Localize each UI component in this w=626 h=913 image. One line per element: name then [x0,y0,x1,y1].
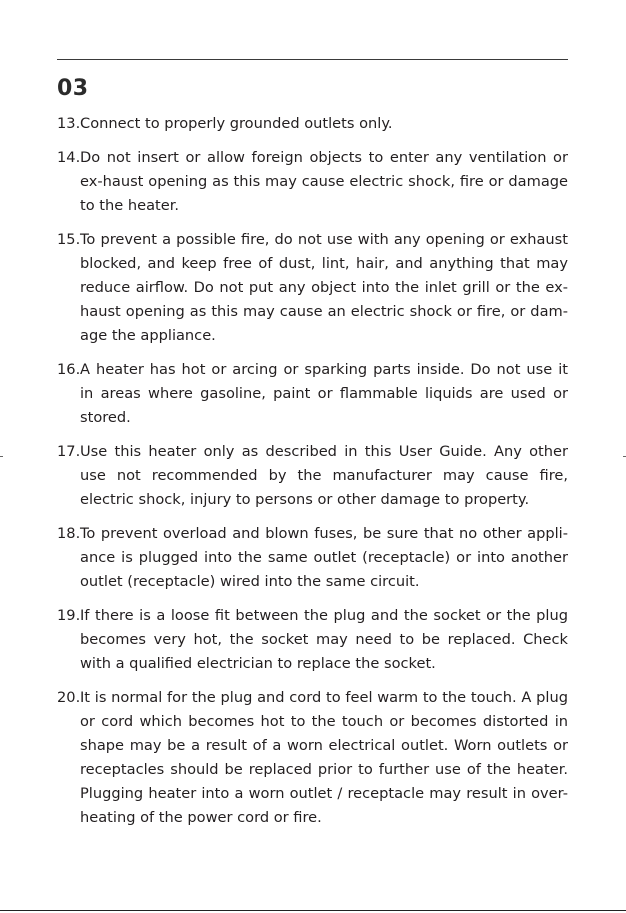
item-text: Do not insert or allow foreign objects to enter any ventilation or ex-haust opening as this may cause electric shock, fire or damage to the heater. [80,149,568,214]
item-number: 13. [57,115,81,132]
item-number: 19. [57,607,81,624]
item-number: 14. [57,149,81,166]
list-item [57,228,568,348]
item-number: 20. [57,689,81,706]
list-item [57,440,568,512]
page-number: 03 [57,76,89,101]
item-text: It is normal for the plug and cord to feel warm to the touch. A plug or cord which becomes hot to the touch or becomes distorted in shape may be a result of a worn electrical outlet. Worn outlets or receptacles should be replaced prior to further use of the heater. Plugging heater into a worn outlet / receptacle may result in over-heating of the power cord or fire. [80,689,568,826]
item-text: To prevent overload and blown fuses, be sure that no other appli-ance is plugged into the same outlet (receptacle) or into another outlet (receptacle) wired into the same circuit. [80,525,568,590]
list-item [57,522,568,594]
header-rule [57,59,568,60]
list-item [57,112,568,136]
list-item [57,686,568,830]
item-number: 17. [57,443,81,460]
item-number: 15. [57,231,81,248]
item-text: Use this heater only as described in this User Guide. Any other use not recommended by the manufacturer may cause fire, electric shock, injury to persons or other damage to property. [80,443,568,508]
crop-mark [0,456,3,457]
item-text: A heater has hot or arcing or sparking parts inside. Do not use it in areas where gasoline, paint or flammable liquids are used or stored. [80,361,568,426]
footer-rule [0,910,626,911]
list-item [57,604,568,676]
item-number: 16. [57,361,81,378]
item-text: If there is a loose fit between the plug and the socket or the plug becomes very hot, the socket may need to be replaced. Check with a qualified electrician to replace the socket. [80,607,568,672]
safety-instructions-list [57,112,568,840]
list-item [57,358,568,430]
item-text: Connect to properly grounded outlets only. [80,115,393,132]
item-text: To prevent a possible fire, do not use with any opening or exhaust blocked, and keep free of dust, lint, hair, and anything that may reduce airflow. Do not put any object into the inlet grill or the ex-haust opening as this may cause an electric shock or fire, or dam-age the appliance. [80,231,568,344]
item-number: 18. [57,525,81,542]
list-item [57,146,568,218]
